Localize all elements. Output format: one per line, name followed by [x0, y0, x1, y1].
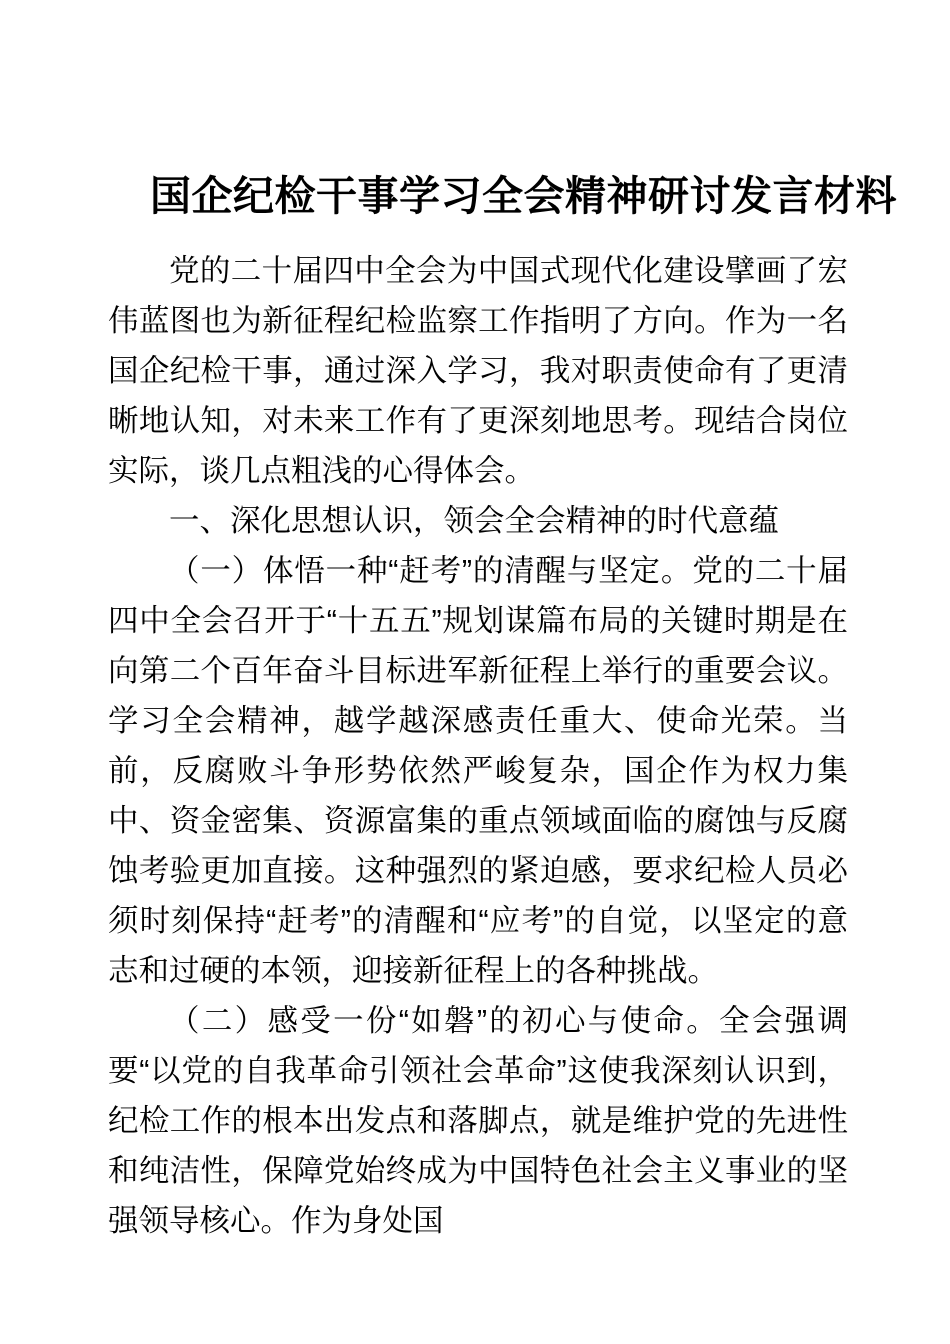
page-title: 国企纪检干事学习全会精神研讨发言材料	[150, 173, 897, 219]
paragraph-item-two: （二）感受一份“如磐”的初心与使命。全会强调要“以党的自我革命引领社会革命”这使我深刻认识到，纪检工作的根本出发点和落脚点，就是维护党的先进性和纯洁性，保障党始终成为中国特色社会主义事业的坚强领导核心。作为身处国	[108, 1004, 848, 1238]
section-heading-one: 一、深化思想认识，领会全会精神的时代意蕴	[169, 504, 779, 538]
paragraph-intro: 党的二十届四中全会为中国式现代化建设擘画了宏伟蓝图也为新征程纪检监察工作指明了方向。作为一名国企纪检干事，通过深入学习，我对职责使命有了更清晰地认知，对未来工作有了更深刻地思考。现结合岗位实际，谈几点粗浅的心得体会。	[108, 254, 848, 488]
paragraph-item-one: （一）体悟一种“赶考”的清醒与坚定。党的二十届四中全会召开于“十五五”规划谋篇布局的关键时期是在向第二个百年奋斗目标进军新征程上举行的重要会议。学习全会精神，越学越深感责任重大、使命光荣。当前，反腐败斗争形势依然严峻复杂，国企作为权力集中、资金密集、资源富集的重点领域面临的腐蚀与反腐蚀考验更加直接。这种强烈的紧迫感，要求纪检人员必须时刻保持“赶考”的清醒和“应考”的自觉，以坚定的意志和过硬的本领，迎接新征程上的各种挑战。	[108, 554, 848, 988]
document-body	[108, 168, 897, 1246]
